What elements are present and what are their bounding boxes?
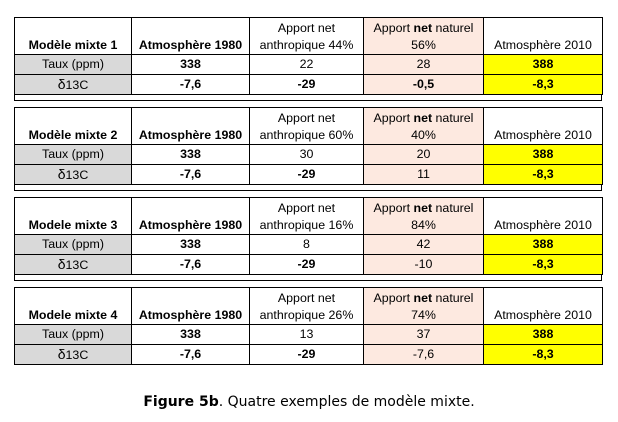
rate-row [15,235,603,255]
rate-atm1980: 338 [132,325,250,345]
delta-symbol: δ [57,345,66,362]
header-atmosphere-2010: Atmosphère 2010 [484,18,603,55]
block-separator [14,185,602,191]
delta-anthro: -29 [250,165,364,185]
header-natural-suffix: naturel 56% [411,21,474,52]
delta-isotope: 13C [65,167,89,182]
rate-row [15,325,603,345]
model-block-1 [14,17,602,101]
tables-container [14,17,602,365]
rate-atm2010: 388 [484,325,603,345]
block-separator [14,95,602,101]
header-row [15,18,603,55]
delta-natural: -7,6 [364,345,484,365]
header-row [15,108,603,145]
delta-atm1980: -7,6 [132,255,250,275]
delta-natural: -10 [364,255,484,275]
header-natural-net: net [413,111,433,125]
rate-label: Taux (ppm) [15,325,132,345]
header-natural-input [364,198,484,235]
delta-symbol: δ [57,165,66,182]
rate-row [15,55,603,75]
delta-isotope: 13C [65,347,89,362]
header-natural-suffix: naturel 74% [411,291,474,322]
header-natural-net: net [413,21,433,35]
rate-atm2010: 388 [484,145,603,165]
delta-row [15,165,603,185]
rate-natural: 42 [364,235,484,255]
rate-atm1980: 338 [132,145,250,165]
delta-symbol: δ [57,75,66,92]
header-natural-input [364,288,484,325]
model-name: Modele mixte 4 [15,288,132,325]
delta-atm1980: -7,6 [132,75,250,95]
rate-natural: 20 [364,145,484,165]
header-row [15,288,603,325]
rate-atm1980: 338 [132,55,250,75]
header-atmosphere-1980: Atmosphère 1980 [132,288,250,325]
figure-caption [0,394,618,410]
delta-atm2010: -8,3 [484,75,603,95]
rate-label: Taux (ppm) [15,235,132,255]
delta-atm2010: -8,3 [484,255,603,275]
header-natural-net: net [413,201,433,215]
header-natural-input [364,18,484,55]
rate-anthro: 22 [250,55,364,75]
header-atmosphere-1980: Atmosphère 1980 [132,198,250,235]
delta-atm1980: -7,6 [132,345,250,365]
header-anthropic-input: Apport net anthropique 60% [250,108,364,145]
header-anthropic-input: Apport net anthropique 44% [250,18,364,55]
delta-anthro: -29 [250,345,364,365]
model-block-3 [14,197,602,281]
header-atmosphere-2010: Atmosphère 2010 [484,288,603,325]
delta-atm2010: -8,3 [484,165,603,185]
rate-anthro: 13 [250,325,364,345]
header-natural-input [364,108,484,145]
header-atmosphere-2010: Atmosphère 2010 [484,108,603,145]
header-natural-prefix: Apport [373,111,414,125]
delta-isotope: 13C [65,257,89,272]
delta-label [15,345,132,365]
delta-row [15,255,603,275]
rate-anthro: 30 [250,145,364,165]
rate-natural: 28 [364,55,484,75]
rate-atm2010: 388 [484,235,603,255]
delta-label [15,165,132,185]
header-anthropic-input: Apport net anthropique 26% [250,288,364,325]
model-name: Modèle mixte 2 [15,108,132,145]
delta-symbol: δ [57,255,66,272]
delta-anthro: -29 [250,255,364,275]
delta-row [15,345,603,365]
header-atmosphere-1980: Atmosphère 1980 [132,18,250,55]
delta-label [15,255,132,275]
delta-atm2010: -8,3 [484,345,603,365]
model-table-4 [14,287,603,365]
header-natural-net: net [413,291,433,305]
model-block-2 [14,107,602,191]
rate-label: Taux (ppm) [15,55,132,75]
delta-label [15,75,132,95]
rate-anthro: 8 [250,235,364,255]
model-table-1 [14,17,603,95]
model-name: Modele mixte 3 [15,198,132,235]
model-table-2 [14,107,603,185]
delta-natural: -0,5 [364,75,484,95]
rate-natural: 37 [364,325,484,345]
rate-atm1980: 338 [132,235,250,255]
delta-natural: 11 [364,165,484,185]
model-table-3 [14,197,603,275]
header-anthropic-input: Apport net anthropique 16% [250,198,364,235]
model-name: Modèle mixte 1 [15,18,132,55]
header-atmosphere-2010: Atmosphère 2010 [484,198,603,235]
block-separator [14,275,602,281]
delta-atm1980: -7,6 [132,165,250,185]
delta-anthro: -29 [250,75,364,95]
header-natural-prefix: Apport [373,201,414,215]
delta-isotope: 13C [65,77,89,92]
delta-row [15,75,603,95]
caption-text: . Quatre exemples de modèle mixte. [218,394,475,410]
rate-atm2010: 388 [484,55,603,75]
header-natural-suffix: naturel 84% [411,201,474,232]
header-natural-prefix: Apport [373,21,414,35]
header-natural-prefix: Apport [373,291,414,305]
model-block-4 [14,287,602,365]
header-atmosphere-1980: Atmosphère 1980 [132,108,250,145]
rate-label: Taux (ppm) [15,145,132,165]
header-row [15,198,603,235]
caption-figure-label: Figure 5b [143,394,219,410]
rate-row [15,145,603,165]
header-natural-suffix: naturel 40% [411,111,474,142]
